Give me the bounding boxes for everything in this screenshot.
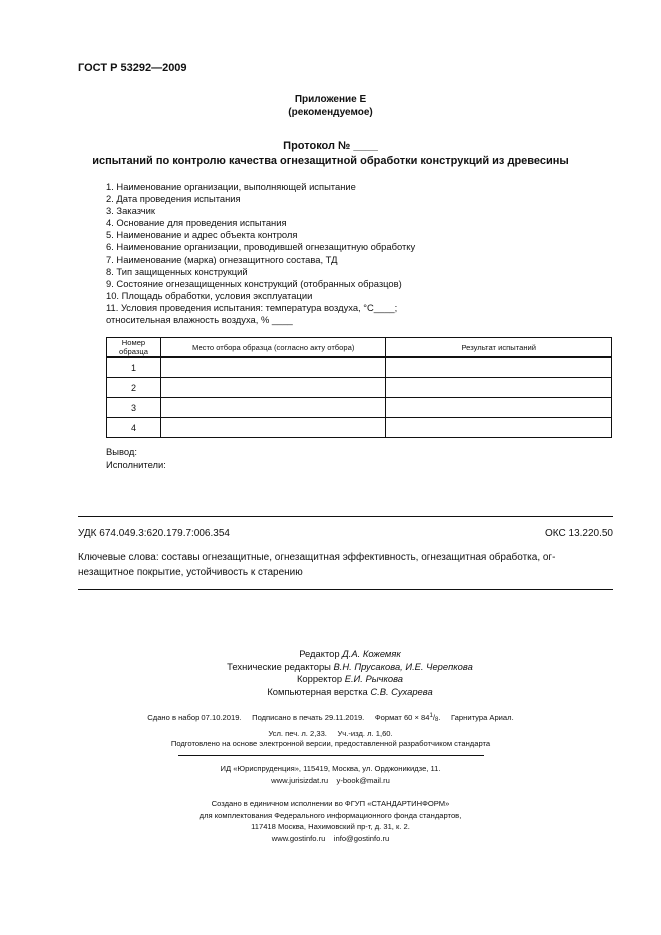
appendix-note: (рекомендуемое) [288,107,373,118]
keywords-line: незащитное покрытие, устойчивость к старению [78,566,303,578]
keywords [78,551,614,580]
sampling-place-cell [160,418,386,438]
sample-number-cell: 2 [107,378,161,398]
table-header-row [107,338,612,358]
proofreader-name: Е.И. Рычкова [344,673,404,685]
test-result-cell [386,357,612,378]
list-item: 1. Наименование организации, выполняющей испытание [106,181,356,192]
sample-number-cell: 1 [107,357,161,378]
made-block [0,798,661,844]
test-result-cell [386,418,612,438]
column-header-test-result: Результат испытаний [386,338,612,358]
print-info [0,710,661,740]
udk-code: УДК 674.049.3:620.179.7:006.354 [78,528,230,539]
table-row [107,398,612,418]
editor-line [200,648,500,661]
list-item: 5. Наименование и адрес объекта контроля [106,229,298,241]
format-period: . [438,713,441,722]
outcome-block [106,446,166,471]
list-item: 8. Тип защищенных конструкций [106,265,248,277]
publisher-block [0,763,661,787]
table-row [107,357,612,378]
made-line: для комплектования Федерального информационного фонда стандартов, [199,810,462,820]
print-sheets-line: Усл. печ. л. 2,33. Уч.-изд. л. 1,60. [268,729,393,738]
list-item: 6. Наименование организации, проводившей огнезащитную обработку [106,241,416,253]
format-fraction-den: 8 [434,717,439,723]
column-header-sampling-place: Место отбора образца (согласно акту отбора) [160,338,386,358]
conclusion-label: Вывод: [106,446,137,457]
typeset-date: Сдано в набор 07.10.2019. [147,713,242,722]
list-item: 9. Состояние огнезащищенных конструкций (отобранных образцов) [106,277,402,289]
appendix-title: Приложение Е [294,94,367,105]
signed-date: Подписано в печать 29.11.2019. [252,713,365,722]
divider-bottom [78,589,613,590]
made-line: Создано в единичном исполнении во ФГУП «СТАНДАРТИНФОРМ» [211,799,450,808]
divider-top [78,516,613,517]
keywords-line: Ключевые слова: составы огнезащитные, огнезащитная эффективность, огнезащитная обработка, ог- [78,552,556,563]
list-item: 11. Условия проведения испытания: температура воздуха, °С____; [106,301,398,313]
test-result-cell [386,378,612,398]
column-header-sample-number: Номер образца [107,338,161,358]
proofreader-line [200,673,500,686]
divider-publisher [178,755,484,756]
list-item: 7. Наименование (марка) огнезащитного состава, ТД [106,253,338,265]
list-item: 2. Дата проведения испытания [106,193,241,205]
prepared-note: Подготовлено на основе электронной версии, предоставленной разработчиком стандарта [170,739,491,748]
typeface: Гарнитура Ариал. [451,713,514,722]
protocol-title: Протокол № ____ [283,140,378,152]
publisher-contacts: www.jurisizdat.ru y-book@mail.ru [271,776,390,785]
oks-code: ОКС 13.220.50 [545,528,613,539]
results-table [106,337,612,438]
tech-editors-label: Технические редакторы [227,660,331,672]
layout-label: Компьютерная верстка [267,686,368,698]
sample-number-cell: 3 [107,398,161,418]
list-item: относительная влажность воздуха, % ____ [106,314,293,326]
publisher-address: ИД «Юриспруденция», 115419, Москва, ул. Орджоникидзе, 11. [220,764,441,773]
list-item: 10. Площадь обработки, условия эксплуатации [106,289,313,301]
sampling-place-cell [160,378,386,398]
sample-number-cell: 4 [107,418,161,438]
list-item: 3. Заказчик [106,205,155,217]
made-line: 117418 Москва, Нахимовский пр-т, д. 31, к. 2. [251,822,410,831]
made-line: www.gostinfo.ru info@gostinfo.ru [271,833,390,843]
tech-editors-names: В.Н. Прусакова, И.Е. Черепкова [333,660,473,672]
proofreader-label: Корректор [296,673,343,685]
editor-label: Редактор [299,648,340,659]
editor-name: Д.А. Кожемяк [342,648,401,659]
table-row [107,418,612,438]
protocol-items-list [106,181,415,326]
table-row [107,378,612,398]
credits-block [200,648,500,699]
performers-label: Исполнители: [106,458,166,470]
layout-line [200,686,500,699]
document-code: ГОСТ Р 53292—2009 [78,62,187,74]
format-fraction-num: 1 [429,713,433,719]
print-info-line: Сдано в набор 07.10.2019. Подписано в печать 29.11.2019. Формат $60 \times 84^1/8$. Гарнитура Ариал. [147,713,514,723]
sampling-place-cell [160,398,386,418]
sampling-place-cell [160,357,386,378]
appendix-heading [0,93,661,119]
test-result-cell [386,398,612,418]
list-item: 4. Основание для проведения испытания [106,217,287,229]
format: Формат 60 × 84 [374,713,430,722]
protocol-subtitle: испытаний по контролю качества огнезащитной обработки конструкций из древесины [92,155,569,167]
layout-name: С.В. Сухарева [370,686,433,698]
tech-editors-line [200,661,500,674]
